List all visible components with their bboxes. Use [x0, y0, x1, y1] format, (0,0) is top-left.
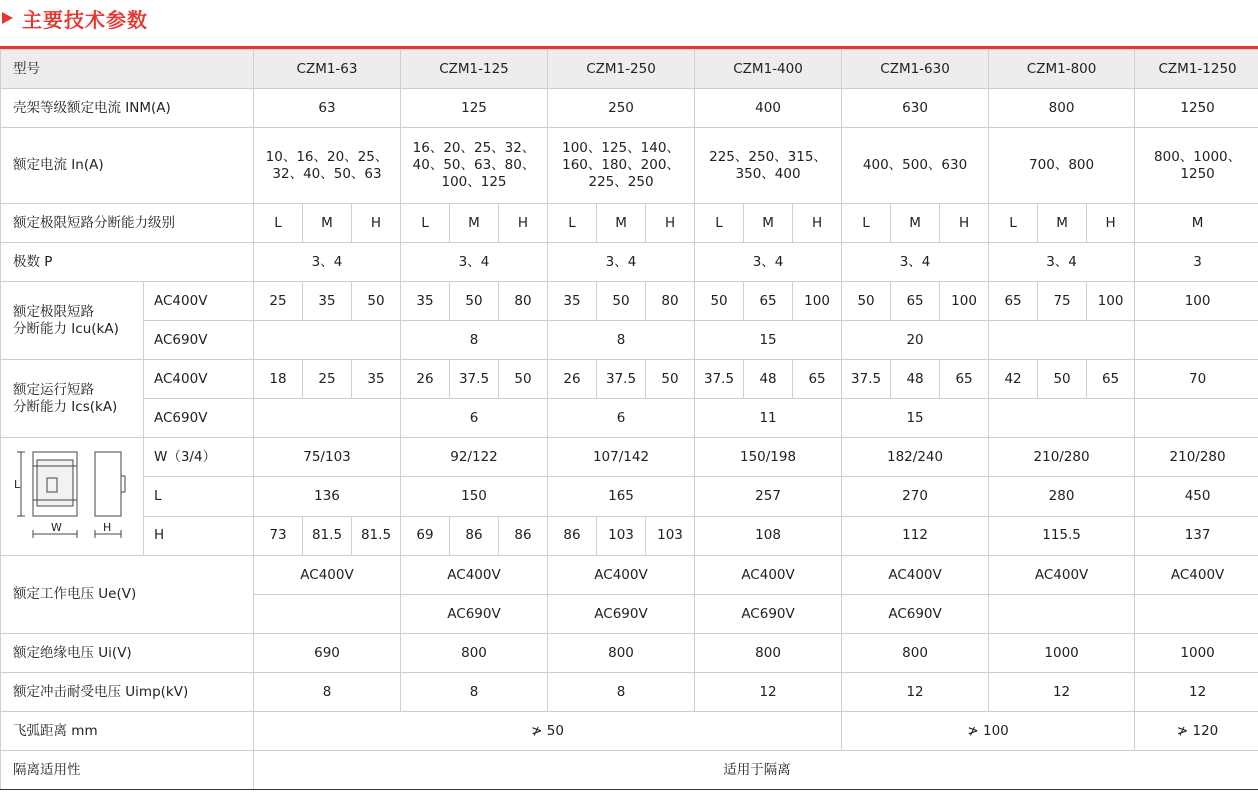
value-cell: [1135, 128, 1258, 204]
value-cell: 100: [793, 282, 842, 321]
level-cell: H: [793, 204, 842, 243]
level-cell: L: [989, 204, 1038, 243]
level-cell: H: [352, 204, 401, 243]
row-label: 隔离适用性: [1, 751, 254, 790]
level-cell: L: [695, 204, 744, 243]
breaker-outline-icon: [1, 438, 144, 555]
voltage-label: AC690V: [144, 399, 254, 438]
row-label: 极数 P: [1, 243, 254, 282]
value-cell: 250: [548, 89, 695, 128]
value-cell: [1135, 399, 1258, 438]
value-cell: 800: [695, 634, 842, 673]
value-cell: 50: [499, 360, 548, 399]
value-cell: 182/240: [842, 438, 989, 477]
value-cell: 8: [401, 673, 548, 712]
value-cell: AC400V: [842, 556, 989, 595]
uimp-row: [1, 673, 1258, 712]
value-cell: 136: [254, 477, 401, 516]
row-label: 壳架等级额定电流 INM(A): [1, 89, 254, 128]
value-cell: 69: [401, 516, 450, 555]
value-cell: 12: [842, 673, 989, 712]
value-cell: 165: [548, 477, 695, 516]
level-cell: M: [450, 204, 499, 243]
ics-ac400-row: [1, 360, 1258, 399]
icu-ac690-row: [1, 321, 1258, 360]
value-cell: 800: [989, 89, 1135, 128]
value-cell: 18: [254, 360, 303, 399]
dim-label: H: [144, 516, 254, 555]
ics-ac690-row: [1, 399, 1258, 438]
poles-row: [1, 243, 1258, 282]
value-cell: 3、4: [548, 243, 695, 282]
value-cell: 100: [940, 282, 989, 321]
value-line: 1250: [1180, 165, 1215, 182]
value-cell: 8: [548, 673, 695, 712]
voltage-label: AC400V: [144, 282, 254, 321]
label-line: 分断能力 Icu(kA): [13, 320, 119, 337]
value-cell: 630: [842, 89, 989, 128]
dim-l-row: [1, 477, 1258, 516]
value-cell: 37.5: [450, 360, 499, 399]
value-cell: 3、4: [401, 243, 548, 282]
value-cell: 3、4: [695, 243, 842, 282]
value-line: 700、800: [1029, 157, 1095, 173]
value-cell: ≯ 50: [254, 712, 842, 751]
level-cell: M: [744, 204, 793, 243]
value-cell: AC690V: [842, 595, 989, 634]
value-cell: 3、4: [989, 243, 1135, 282]
value-cell: 35: [352, 360, 401, 399]
value-line: 10、16、20、25、: [265, 148, 389, 165]
value-cell: 80: [499, 282, 548, 321]
value-cell: [989, 321, 1135, 360]
value-cell: [254, 321, 401, 360]
value-cell: 86: [548, 516, 597, 555]
value-cell: AC400V: [989, 556, 1135, 595]
level-cell: M: [597, 204, 646, 243]
value-cell: 48: [891, 360, 940, 399]
icu-ac400-row: [1, 282, 1258, 321]
ue-row-1: [1, 556, 1258, 595]
value-cell: 75/103: [254, 438, 401, 477]
value-cell: [1135, 595, 1258, 634]
row-label: 额定工作电压 Ue(V): [1, 556, 254, 634]
level-cell: L: [548, 204, 597, 243]
value-cell: 12: [695, 673, 842, 712]
value-cell: ≯ 100: [842, 712, 1135, 751]
value-cell: 50: [450, 282, 499, 321]
value-cell: 103: [646, 516, 695, 555]
value-cell: 50: [646, 360, 695, 399]
value-cell: AC400V: [401, 556, 548, 595]
ui-row: [1, 634, 1258, 673]
model-header: CZM1-250: [548, 50, 695, 89]
model-header: CZM1-800: [989, 50, 1135, 89]
value-cell: 65: [1087, 360, 1135, 399]
fig-label-w: W: [51, 521, 62, 534]
value-cell: 63: [254, 89, 401, 128]
value-cell: 800: [401, 634, 548, 673]
fig-label-l: L: [14, 478, 21, 491]
value-cell: 42: [989, 360, 1038, 399]
value-cell: 86: [450, 516, 499, 555]
value-cell: 80: [646, 282, 695, 321]
value-cell: 450: [1135, 477, 1258, 516]
dim-label: L: [144, 477, 254, 516]
level-cell: L: [842, 204, 891, 243]
value-cell: AC690V: [401, 595, 548, 634]
row-label: 额定电流 In(A): [1, 128, 254, 204]
value-line: 350、400: [735, 165, 801, 182]
value-line: 100、125: [441, 174, 507, 190]
voltage-label: AC400V: [144, 360, 254, 399]
value-cell: 270: [842, 477, 989, 516]
value-cell: 1000: [1135, 634, 1258, 673]
value-cell: 210/280: [989, 438, 1135, 477]
value-cell: 65: [940, 360, 989, 399]
value-cell: 50: [597, 282, 646, 321]
value-cell: 26: [548, 360, 597, 399]
value-cell: 100: [1135, 282, 1258, 321]
breaking-level-row: [1, 204, 1258, 243]
value-cell: 8: [254, 673, 401, 712]
value-cell: 107/142: [548, 438, 695, 477]
value-cell: 75: [1038, 282, 1087, 321]
value-cell: 11: [695, 399, 842, 438]
value-line: 160、180、200、: [562, 157, 680, 173]
level-cell: M: [1135, 204, 1258, 243]
value-cell: AC690V: [548, 595, 695, 634]
value-cell: 50: [695, 282, 744, 321]
value-cell: 20: [842, 321, 989, 360]
value-cell: [254, 595, 401, 634]
value-cell: 65: [793, 360, 842, 399]
rated-current-row: [1, 128, 1258, 204]
row-label: 额定绝缘电压 Ui(V): [1, 634, 254, 673]
level-cell: H: [940, 204, 989, 243]
level-cell: M: [1038, 204, 1087, 243]
row-label: [1, 282, 144, 360]
value-cell: 35: [548, 282, 597, 321]
level-cell: H: [646, 204, 695, 243]
model-header: CZM1-1250: [1135, 50, 1258, 89]
section-header: [0, 0, 1258, 40]
dim-w-row: [1, 438, 1258, 477]
value-line: 100、125、140、: [562, 140, 680, 156]
value-cell: 8: [401, 321, 548, 360]
label-line: 额定运行短路: [13, 381, 94, 398]
page-title: 主要技术参数: [22, 8, 148, 32]
value-cell: [989, 128, 1135, 204]
dim-h-row: [1, 516, 1258, 555]
value-cell: 690: [254, 634, 401, 673]
value-cell: 12: [989, 673, 1135, 712]
value-cell: 400: [695, 89, 842, 128]
dimension-figure: [1, 438, 144, 556]
row-label: 额定极限短路分断能力级别: [1, 204, 254, 243]
value-cell: 35: [303, 282, 352, 321]
value-line: 40、50、63、80、: [412, 157, 536, 173]
level-cell: M: [891, 204, 940, 243]
value-cell: 210/280: [1135, 438, 1258, 477]
value-cell: 35: [401, 282, 450, 321]
value-cell: 800: [842, 634, 989, 673]
value-cell: 108: [695, 516, 842, 555]
value-cell: [401, 128, 548, 204]
value-cell: [254, 399, 401, 438]
value-cell: [548, 128, 695, 204]
value-cell: 65: [891, 282, 940, 321]
value-cell: 15: [695, 321, 842, 360]
value-cell: 37.5: [597, 360, 646, 399]
value-cell: 1250: [1135, 89, 1258, 128]
value-cell: 86: [499, 516, 548, 555]
value-cell: 280: [989, 477, 1135, 516]
value-cell: 125: [401, 89, 548, 128]
label-line: 分断能力 Ics(kA): [13, 398, 118, 415]
level-cell: L: [401, 204, 450, 243]
value-cell: 3、4: [842, 243, 989, 282]
value-cell: 1000: [989, 634, 1135, 673]
value-cell: 25: [254, 282, 303, 321]
dim-label: W（3/4）: [144, 438, 254, 477]
value-cell: AC400V: [548, 556, 695, 595]
level-cell: L: [254, 204, 303, 243]
value-cell: [989, 595, 1135, 634]
value-cell: 26: [401, 360, 450, 399]
isolation-row: [1, 751, 1258, 790]
value-cell: 115.5: [989, 516, 1135, 555]
value-cell: AC690V: [695, 595, 842, 634]
value-cell: 103: [597, 516, 646, 555]
value-cell: 73: [254, 516, 303, 555]
value-cell: 25: [303, 360, 352, 399]
value-line: 16、20、25、32、: [412, 140, 536, 156]
value-cell: 6: [401, 399, 548, 438]
row-label: [1, 360, 144, 438]
value-cell: 112: [842, 516, 989, 555]
value-cell: 50: [1038, 360, 1087, 399]
value-cell: [842, 128, 989, 204]
value-cell: 100: [1087, 282, 1135, 321]
value-cell: [989, 399, 1135, 438]
label-line: 额定极限短路: [13, 303, 94, 320]
value-cell: 15: [842, 399, 989, 438]
level-cell: M: [303, 204, 352, 243]
value-cell: 65: [744, 282, 793, 321]
model-header-row: [1, 50, 1258, 89]
row-label: 飞弧距离 mm: [1, 712, 254, 751]
value-cell: [695, 128, 842, 204]
frame-current-row: [1, 89, 1258, 128]
fig-label-h: H: [103, 521, 112, 534]
value-cell: AC400V: [254, 556, 401, 595]
row-label: 额定冲击耐受电压 Uimp(kV): [1, 673, 254, 712]
arc-distance-row: [1, 712, 1258, 751]
value-cell: 70: [1135, 360, 1258, 399]
value-cell: 37.5: [695, 360, 744, 399]
value-cell: 50: [352, 282, 401, 321]
voltage-label: AC690V: [144, 321, 254, 360]
value-cell: 8: [548, 321, 695, 360]
triangle-bullet-icon: [2, 12, 13, 24]
value-cell: 37.5: [842, 360, 891, 399]
model-header: CZM1-63: [254, 50, 401, 89]
value-line: 400、500、630: [862, 157, 968, 173]
value-cell: 12: [1135, 673, 1258, 712]
spec-table: [0, 49, 1258, 790]
value-cell: 137: [1135, 516, 1258, 555]
value-cell: 150: [401, 477, 548, 516]
value-cell: 257: [695, 477, 842, 516]
model-label: 型号: [1, 50, 254, 89]
value-cell: 800: [548, 634, 695, 673]
value-cell: 65: [989, 282, 1038, 321]
value-line: 800、1000、: [1154, 148, 1242, 165]
value-cell: [254, 128, 401, 204]
value-cell: 3、4: [254, 243, 401, 282]
value-cell: 48: [744, 360, 793, 399]
value-cell: AC400V: [695, 556, 842, 595]
value-cell: AC400V: [1135, 556, 1258, 595]
model-header: CZM1-125: [401, 50, 548, 89]
value-cell: 6: [548, 399, 695, 438]
value-cell: 3: [1135, 243, 1258, 282]
model-header: CZM1-630: [842, 50, 989, 89]
level-cell: H: [1087, 204, 1135, 243]
value-cell: 150/198: [695, 438, 842, 477]
value-line: 32、40、50、63: [272, 165, 382, 182]
value-cell: 81.5: [352, 516, 401, 555]
value-cell: 81.5: [303, 516, 352, 555]
value-cell: [1135, 321, 1258, 360]
level-cell: H: [499, 204, 548, 243]
value-line: 225、250、315、: [709, 148, 827, 165]
value-cell: 适用于隔离: [254, 751, 1258, 790]
value-line: 225、250: [588, 174, 654, 190]
value-cell: ≯ 120: [1135, 712, 1258, 751]
value-cell: 50: [842, 282, 891, 321]
value-cell: 92/122: [401, 438, 548, 477]
model-header: CZM1-400: [695, 50, 842, 89]
